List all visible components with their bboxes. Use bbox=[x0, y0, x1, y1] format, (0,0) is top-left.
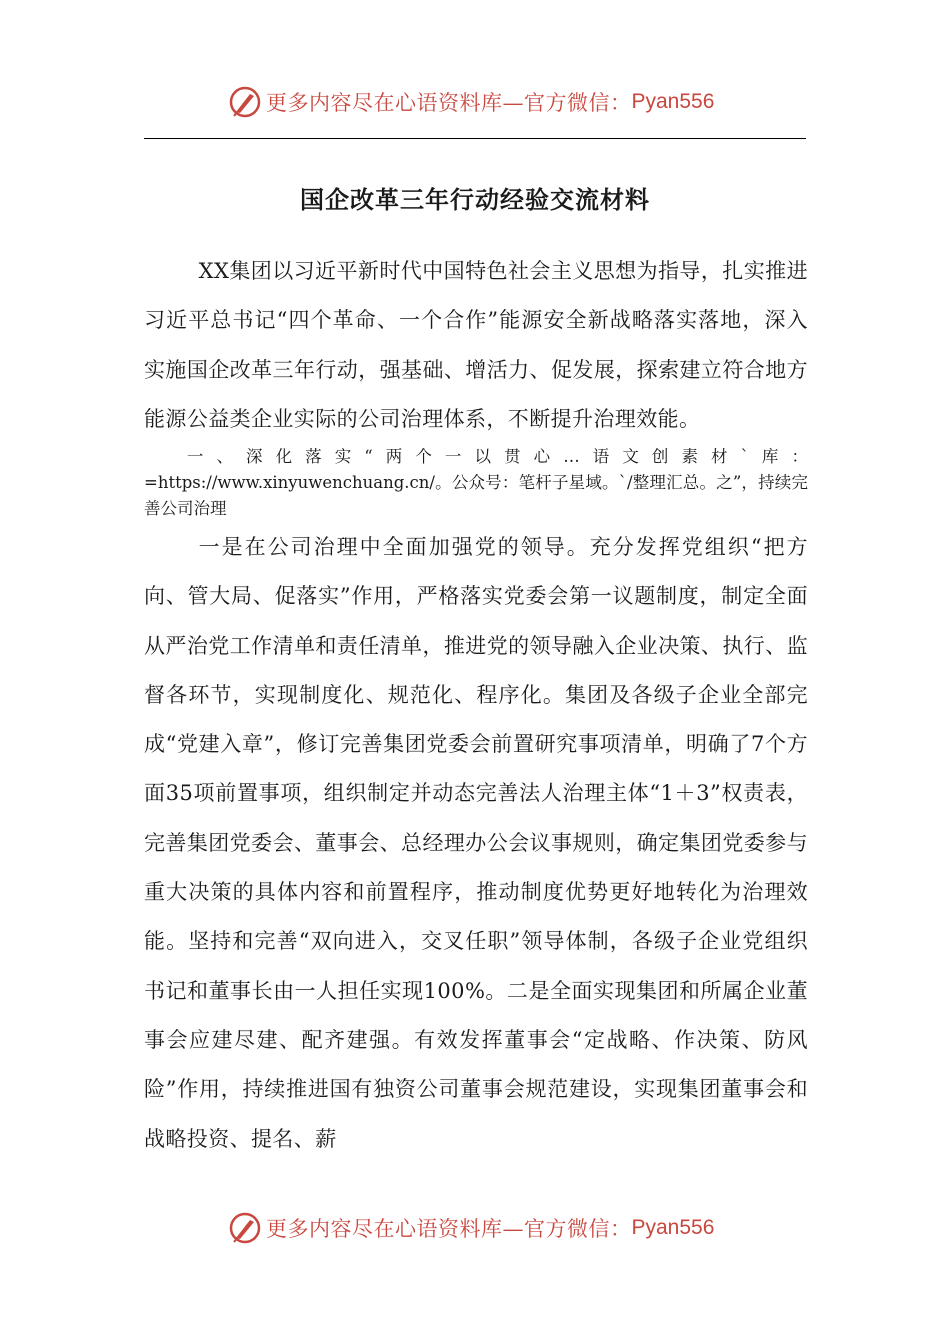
page-title: 国企改革三年行动经验交流材料 bbox=[300, 186, 650, 214]
section-heading: 一、深化落实“两个一以贯心…语文创素材`库：=https://www.xinyuwenchuang.cn/。公众号：笔杆子星域。`/整理汇总。之”，持续完善公司治理 bbox=[144, 447, 808, 518]
quill-logo-icon bbox=[228, 85, 262, 119]
intro-paragraph: XX集团以习近平新时代中国特色社会主义思想为指导，扎实推进习近平总书记“四个革命、一个合作”能源安全新战略落实落地，深入实施国企改革三年行动，强基础、增活力、促发展，探索建立符合地方能源公益类企业实际的公司治理体系，不断提升治理效能。 bbox=[144, 259, 808, 431]
banner-text: 更多内容尽在心语资料库—官方微信： bbox=[266, 91, 632, 115]
header-banner bbox=[228, 82, 714, 122]
banner-wechat-id: Pyan556 bbox=[631, 90, 715, 113]
banner-wechat-id: Pyan556 bbox=[631, 1216, 715, 1239]
header-rule bbox=[144, 138, 806, 139]
quill-logo-icon bbox=[228, 1211, 262, 1245]
banner-text: 更多内容尽在心语资料库—官方微信： bbox=[266, 1217, 632, 1241]
footer-banner bbox=[228, 1208, 714, 1248]
body-paragraph: 一是在公司治理中全面加强党的领导。充分发挥党组织“把方向、管大局、促落实”作用，严格落实党委会第一议题制度，制定全面从严治党工作清单和责任清单，推进党的领导融入企业决策、执行、监督各环节，实现制度化、规范化、程序化。集团及各级子企业全部完成“党建入章”，修订完善集团党委会前置研究事项清单，明确了7个方面35项前置事项，组织制定并动态完善法人治理主体“1＋3”权责表，完善集团党委会、董事会、总经理办公会议事规则，确定集团党委参与重大决策的具体内容和前置程序，推动制度优势更好地转化为治理效能。坚持和完善“双向进入，交叉任职”领导体制，各级子企业党组织书记和董事长由一人担任实现100%。二是全面实现集团和所属企业董事会应建尽建、配齐建强。有效发挥董事会“定战略、作决策、防风险”作用，持续推进国有独资公司董事会规范建设，实现集团董事会和战略投资、提名、薪 bbox=[144, 535, 808, 1151]
